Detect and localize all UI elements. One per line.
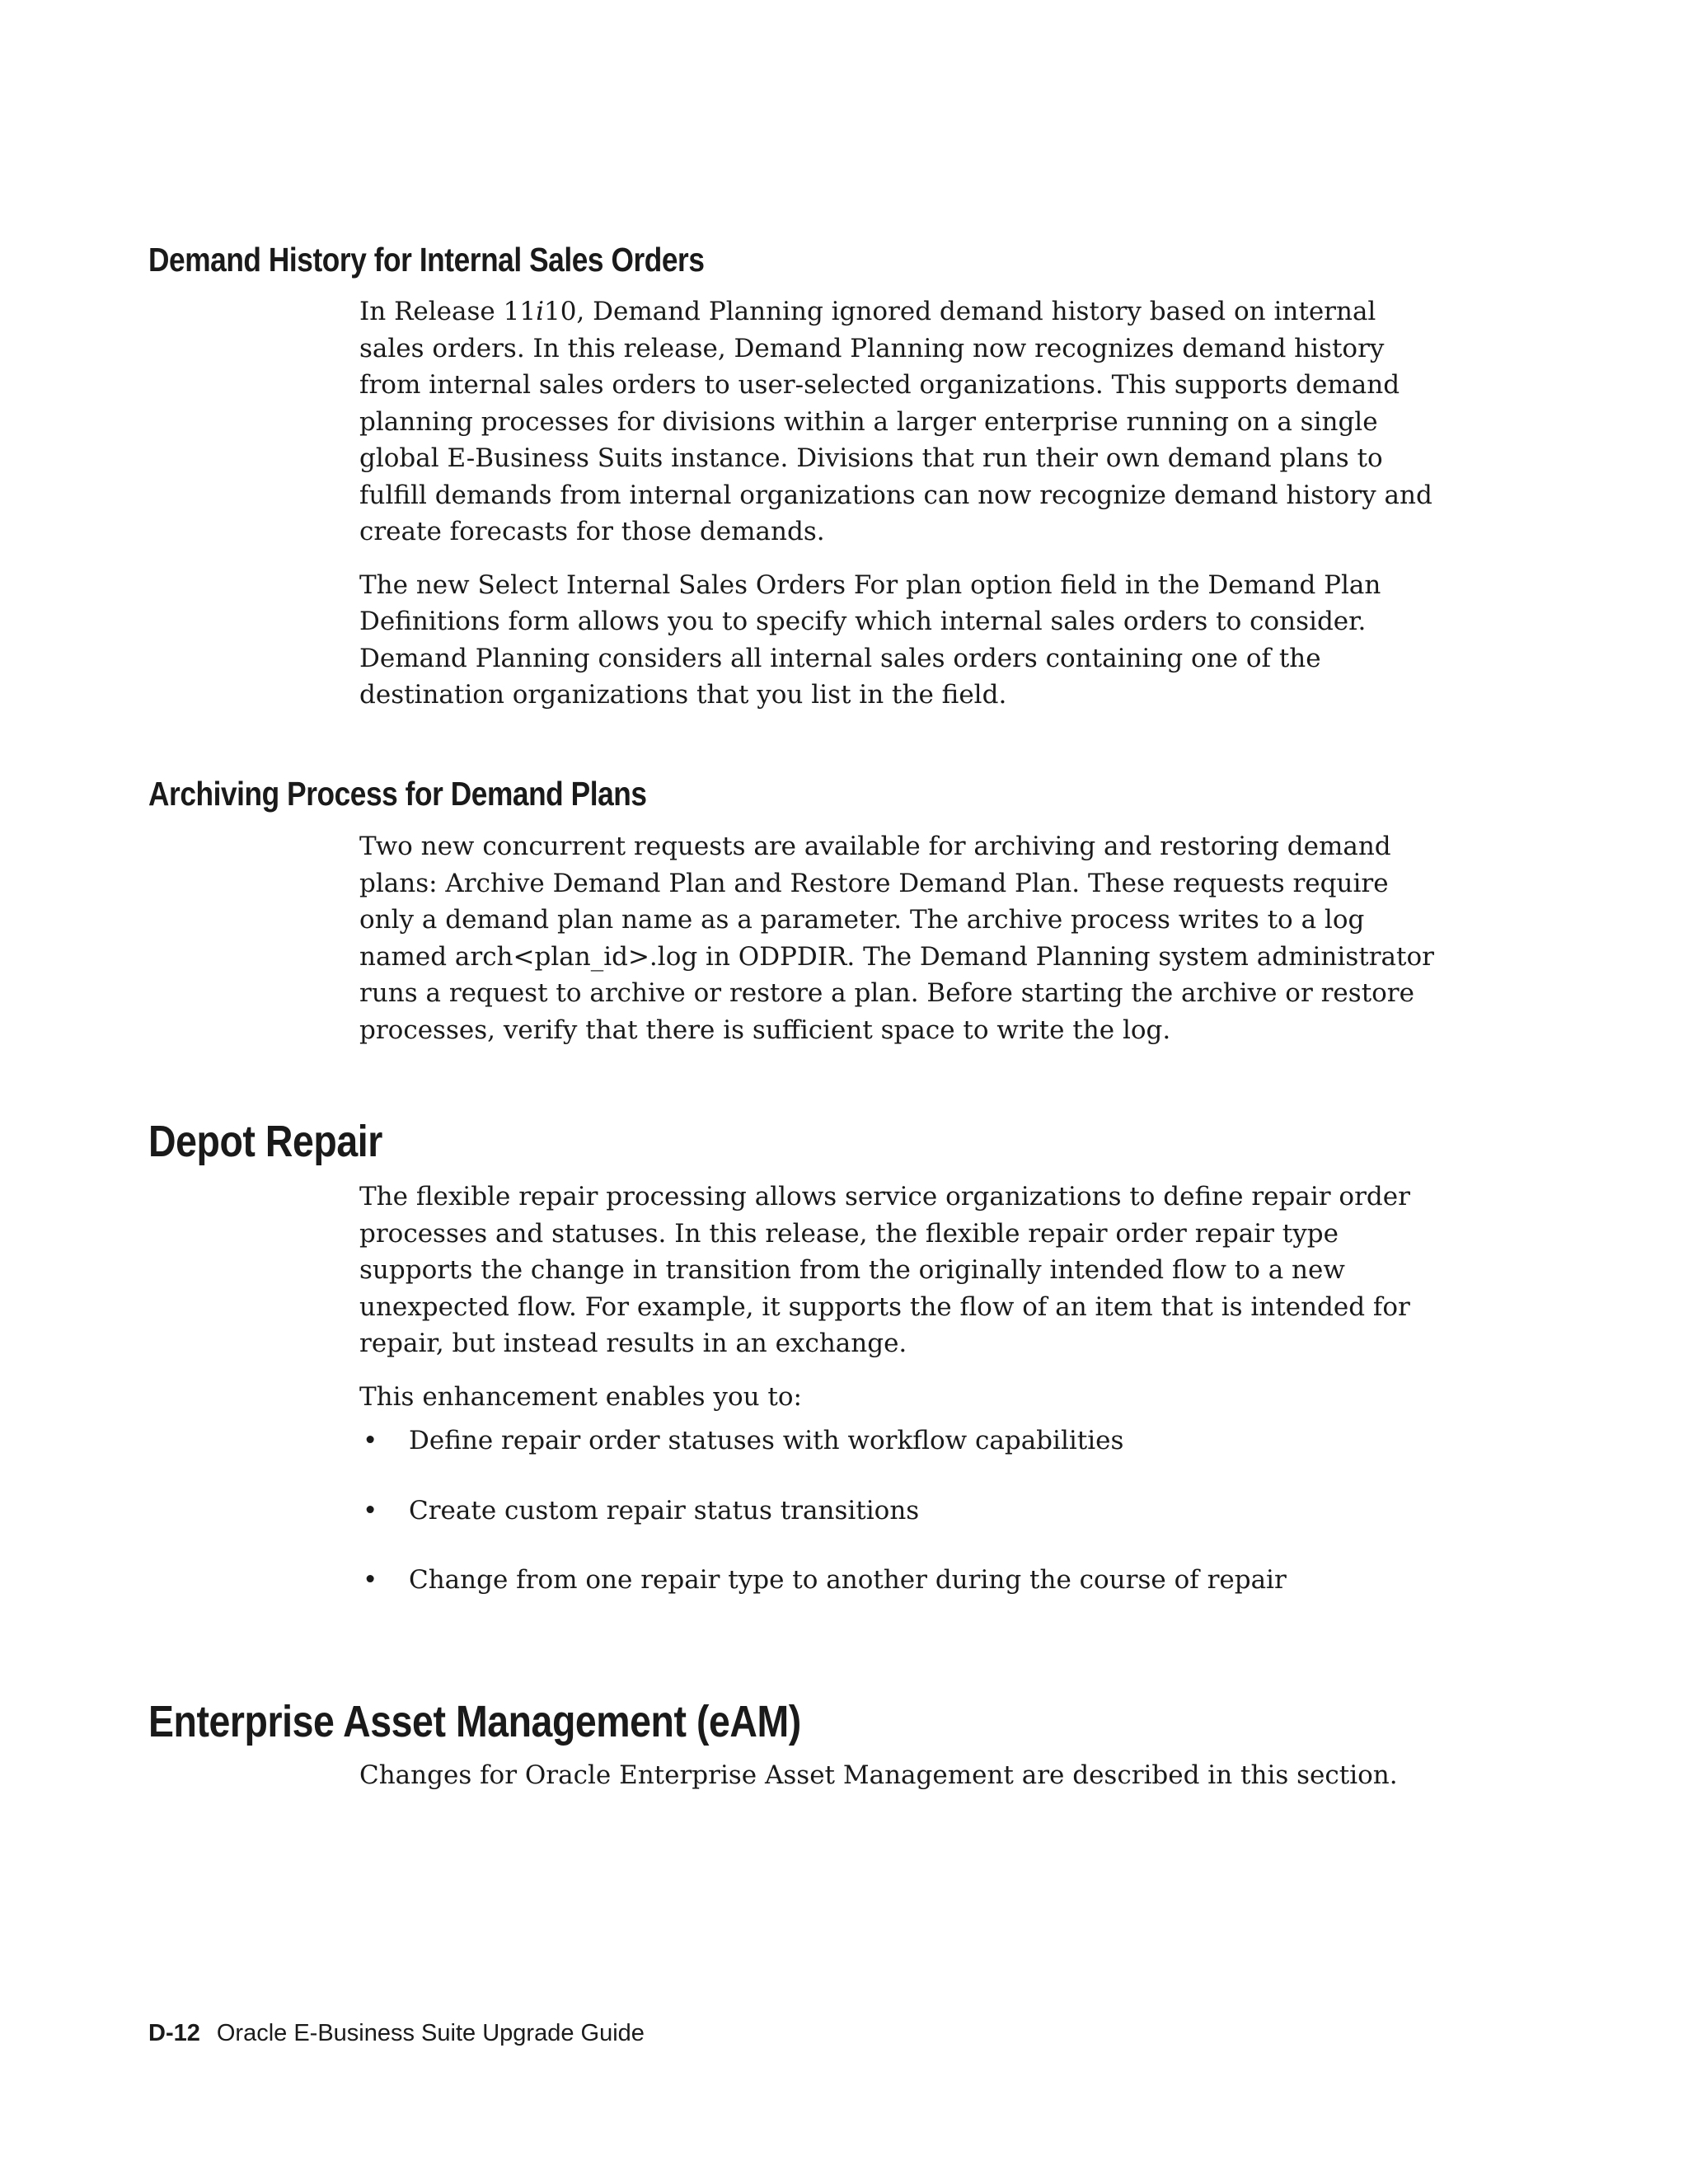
page-number: D-12: [148, 2020, 200, 2046]
bullet-list-depot-repair: [359, 1422, 1447, 1632]
section-heading-archiving-process: Archiving Process for Demand Plans: [148, 775, 647, 813]
list-item: • Change from one repair type to another during the course of repair: [359, 1562, 1447, 1599]
paragraph-demand-history-2: The new Select Internal Sales Orders For plan option field in the Demand Plan Definitions form allows you to specify which internal sales orders to consider. Demand Planning considers all internal sales orders containing one of the destination organizations that you list in the field.: [359, 569, 1381, 710]
page-footer: [148, 2020, 645, 2047]
bullet-icon: •: [363, 1495, 378, 1526]
section-heading-demand-history: Demand History for Internal Sales Orders: [148, 241, 705, 279]
section-body-depot-repair: [359, 1179, 1447, 1415]
section-body-demand-history: [359, 293, 1447, 714]
book-title: Oracle E-Business Suite Upgrade Guide: [216, 2020, 645, 2046]
section-body-archiving-process: [359, 828, 1447, 1048]
section-heading-depot-repair: Depot Repair: [148, 1117, 382, 1166]
paragraph-depot-repair-1: The flexible repair processing allows service organizations to define repair order processes and statuses. In this release, the flexible repair order repair type supports the change in transition from the originally intended flow to a new unexpected flow. For example, it supports the flow of an item that is intended for repair, but instead results in an exchange.: [359, 1182, 1410, 1358]
section-heading-eam: Enterprise Asset Management (eAM): [148, 1697, 801, 1746]
list-item: • Define repair order statuses with workflow capabilities: [359, 1422, 1447, 1460]
bullet-icon: •: [363, 1565, 378, 1595]
paragraph-eam-1: Changes for Oracle Enterprise Asset Management are described in this section.: [359, 1760, 1398, 1790]
paragraph-depot-repair-2: This enhancement enables you to:: [359, 1381, 802, 1412]
paragraph-archiving-1: Two new concurrent requests are available for archiving and restoring demand plans: Archive Demand Plan and Restore Demand Plan. These requests require only a demand plan name as a parameter. The archive process writes to a log named arch<plan_id>.log in ODPDIR. The Demand Planning system administrator runs a request to archive or restore a plan. Before starting the archive or restore processes, verify that there is sufficient space to write the log.: [359, 832, 1434, 1045]
section-body-eam: [359, 1757, 1447, 1794]
list-item: • Create custom repair status transitions: [359, 1493, 1447, 1530]
bullet-icon: •: [363, 1426, 378, 1455]
paragraph-demand-history-1: In Release 11i10, Demand Planning ignored demand history based on internal sales orders. In this release, Demand Planning now recognizes demand history from internal sales orders to user-selected organizations. This supports demand planning processes for divisions within a larger enterprise running on a single global E-Business Suits instance. Divisions that run their own demand plans to fulfill demands from internal organizations can now recognize demand history and create forecasts for those demands.: [359, 297, 1432, 546]
